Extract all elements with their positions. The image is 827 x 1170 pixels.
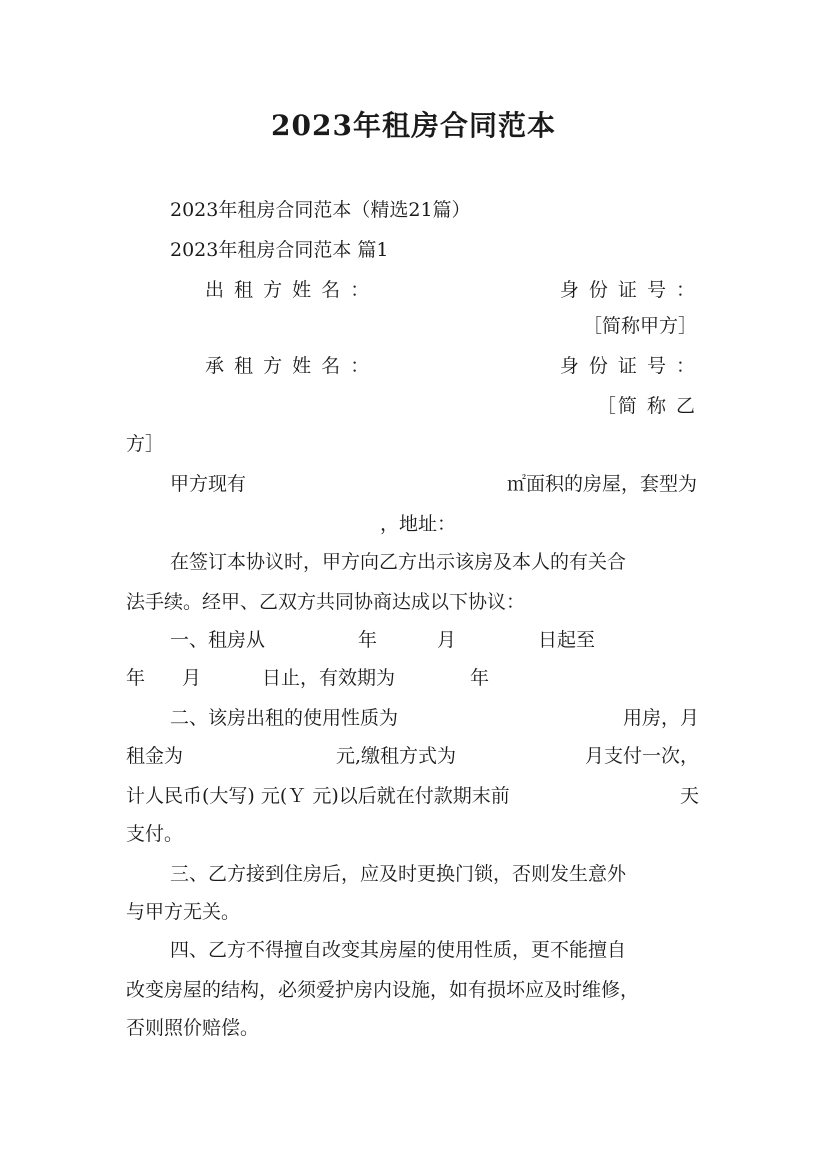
lessee-id-label: 身 份 证 号 ：: [559, 355, 697, 377]
p3-start: 一、租房从: [170, 629, 266, 651]
lessor-name-label: 出 租 方 姓 名 ：: [205, 279, 372, 301]
p5-line2: 与甲方无关。: [126, 901, 241, 923]
lessee-abbr: ［简 称 乙: [596, 395, 697, 417]
lessor-id-label: 身 份 证 号 ：: [559, 279, 697, 301]
p4-line4: 支付。: [126, 823, 184, 845]
p2-line2: 法手续。经甲、乙双方共同协商达成以下协议：: [126, 591, 526, 613]
document-title: 2023年租房合同范本: [271, 109, 556, 142]
section-heading: 2023年租房合同范本 篇1: [170, 239, 389, 261]
p1-address: ，地址：: [380, 513, 457, 535]
p3-end-month: 月: [182, 667, 202, 689]
p4-line1: 二、该房出租的使用性质为: [170, 707, 399, 729]
p4-line3-end: 天: [679, 785, 699, 807]
subtitle: 2023年租房合同范本（精选21篇）: [170, 199, 471, 221]
p1-area: ㎡面积的房屋，套型为: [506, 473, 697, 495]
p3-month: 月: [437, 629, 457, 651]
lessee-name-label: 承 租 方 姓 名 ：: [205, 355, 372, 377]
p3-term: 年: [470, 667, 490, 689]
p3-end-day: 日止，有效期为: [262, 667, 396, 689]
p4-line2: 租金为: [126, 745, 184, 767]
p4-line2-mid: 元,缴租方式为: [336, 745, 457, 767]
p3-year: 年: [358, 629, 378, 651]
p3-end-year: 年: [126, 667, 146, 689]
p4-line3: 计人民币(大写) 元(Ｙ 元)以后就在付款期末前: [126, 785, 510, 807]
p4-line2-end: 月支付一次，: [584, 745, 699, 767]
p6-line3: 否则照价赔偿。: [126, 1017, 260, 1039]
lessee-abbr-cont: 方］: [126, 433, 165, 455]
p4-line1-end: 用房，月: [622, 707, 699, 729]
lessor-abbr: ［简称甲方］: [582, 315, 697, 337]
p5-line1: 三、乙方接到住房后，应及时更换门锁，否则发生意外: [170, 863, 627, 885]
p1-start: 甲方现有: [170, 473, 247, 495]
p3-day: 日起至: [538, 629, 596, 651]
p6-line2: 改变房屋的结构，必须爱护房内设施，如有损坏应及时维修，: [126, 979, 640, 1001]
p2-line1: 在签订本协议时，甲方向乙方出示该房及本人的有关合: [170, 551, 627, 573]
p6-line1: 四、乙方不得擅自改变其房屋的使用性质，更不能擅自: [170, 939, 627, 961]
